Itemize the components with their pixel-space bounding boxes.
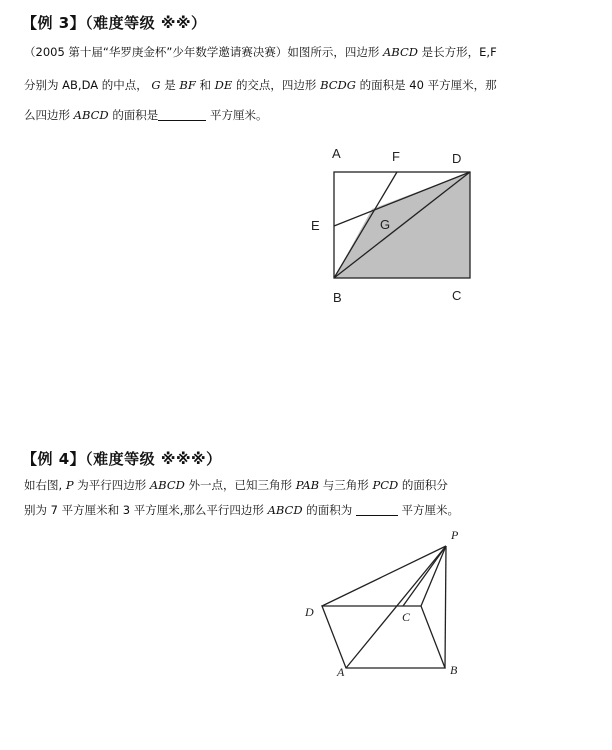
label-b: B bbox=[450, 663, 458, 677]
math-abcd: ABCD bbox=[267, 503, 303, 517]
math-g: G bbox=[151, 78, 161, 92]
label-e: E bbox=[311, 218, 320, 233]
text: 为平行四边形 bbox=[77, 478, 147, 492]
math-p: P bbox=[65, 478, 74, 492]
label-a: A bbox=[332, 146, 341, 161]
segment-pa bbox=[346, 546, 446, 668]
text: 如右图, bbox=[24, 478, 63, 492]
example-4-heading: 【例 4】（难度等级 ※※※） bbox=[22, 450, 222, 468]
label-d: D bbox=[305, 605, 314, 619]
segment-pd bbox=[322, 546, 446, 606]
parallelogram-abcd bbox=[322, 606, 445, 668]
text: 么四边形 bbox=[24, 108, 70, 122]
example-3-heading: 【例 3】（难度等级 ※※） bbox=[22, 14, 207, 32]
label-p: P bbox=[451, 528, 459, 542]
text: 和 bbox=[199, 78, 211, 92]
label-g: G bbox=[380, 217, 391, 232]
text: （2005 第十届“华罗庚金杯”少年数学邀请赛决赛）如图所示，四边形 bbox=[24, 45, 380, 59]
text: 的交点，四边形 bbox=[235, 78, 317, 92]
math-abcd: ABCD bbox=[149, 478, 185, 492]
math-pab: PAB bbox=[295, 478, 320, 492]
text: 是长方形，E,F bbox=[421, 45, 497, 59]
math-de: DE bbox=[214, 78, 233, 92]
label-d: D bbox=[452, 151, 462, 166]
text: 外一点，已知三角形 bbox=[188, 478, 293, 492]
text: 与三角形 bbox=[322, 478, 369, 492]
label-f: F bbox=[392, 149, 400, 164]
math-abcd: ABCD bbox=[383, 45, 418, 59]
text: 的面积为 bbox=[306, 503, 353, 517]
label-a: A bbox=[337, 665, 345, 679]
text: 平方厘米。 bbox=[401, 503, 460, 517]
label-c: C bbox=[402, 610, 411, 624]
text: 的面积分 bbox=[401, 478, 448, 492]
label-b: B bbox=[333, 290, 342, 305]
text: 是 bbox=[164, 78, 176, 92]
math-pcd: PCD bbox=[372, 478, 399, 492]
text: 的面积是 bbox=[112, 108, 159, 122]
text: 平方厘米。 bbox=[209, 108, 268, 122]
text: 分别为 AB,DA 的中点， bbox=[24, 78, 148, 92]
math-bcdg: BCDG bbox=[320, 78, 356, 92]
text: 别为 7 平方厘米和 3 平方厘米,那么平行四边形 bbox=[24, 503, 264, 517]
math-abcd: ABCD bbox=[73, 108, 109, 122]
segment-pb bbox=[445, 546, 446, 668]
math-bf: BF bbox=[179, 78, 196, 92]
label-c: C bbox=[452, 288, 462, 303]
text: 的面积是 40 平方厘米，那 bbox=[359, 78, 497, 92]
